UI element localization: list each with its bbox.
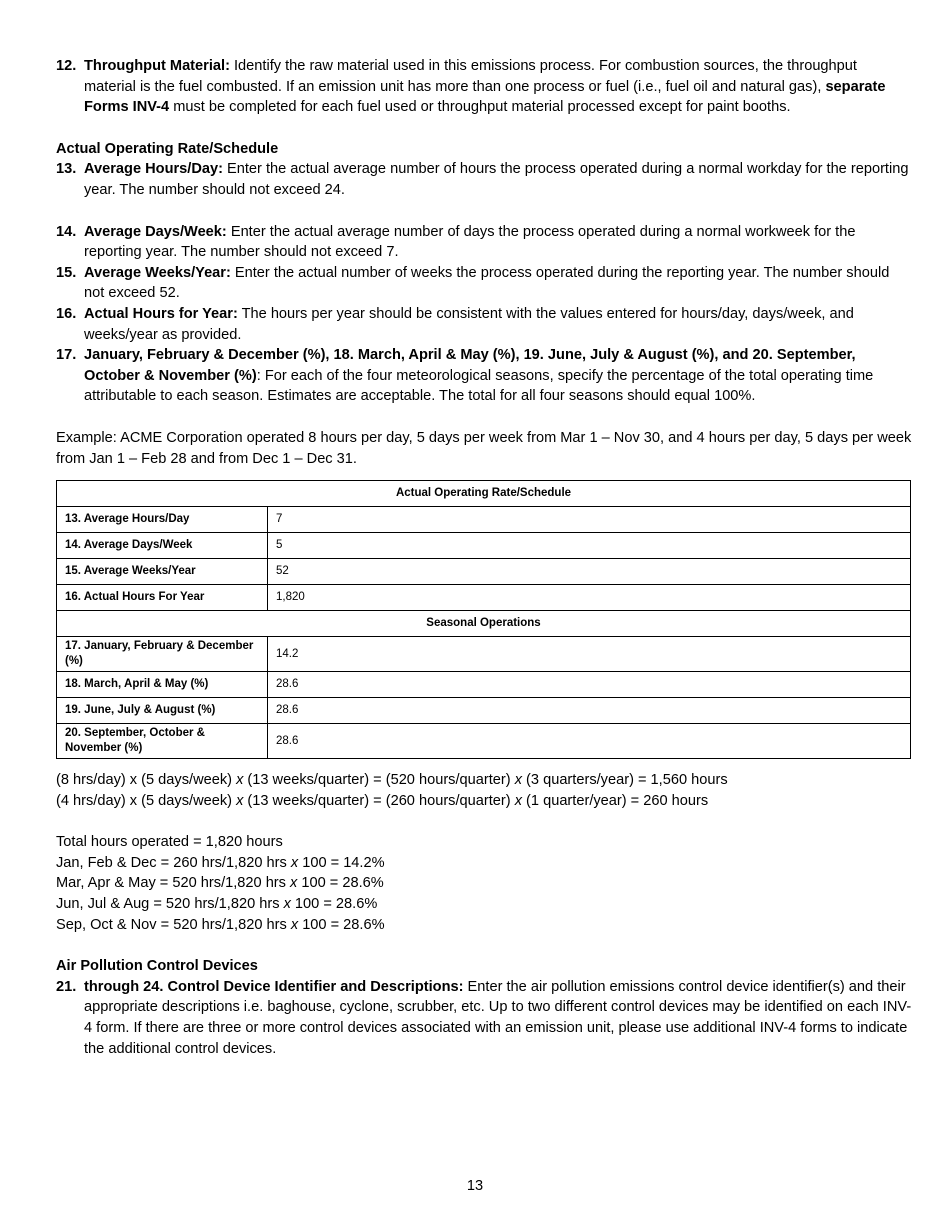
item-title: Actual Hours for Year: xyxy=(84,305,238,322)
row-value: 28.6 xyxy=(268,672,911,698)
item-text: Enter the actual average number of days the process operated during a normal workweek for the reporting year. The number should not exceed 7. xyxy=(84,223,856,261)
table-row xyxy=(57,507,911,533)
document-page xyxy=(56,56,912,1059)
total-hours: Total hours operated = 1,820 hours xyxy=(56,834,283,851)
item-number: 15. xyxy=(56,264,77,281)
table-section-header: Seasonal Operations xyxy=(57,611,911,637)
item-number: 14. xyxy=(56,223,77,240)
item-14 xyxy=(56,222,912,263)
calc-line-2: (4 hrs/day) x (5 days/week) x (13 weeks/quarter) = (260 hours/quarter) x (1 quarter/year) = 260 hours xyxy=(56,792,709,809)
table-section-header: Actual Operating Rate/Schedule xyxy=(57,481,911,507)
row-value: 28.6 xyxy=(268,698,911,724)
row-label: 15. Average Weeks/Year xyxy=(57,559,268,585)
item-title: Average Weeks/Year: xyxy=(84,264,231,281)
item-number: 12. xyxy=(56,58,77,74)
row-value: 7 xyxy=(268,507,911,533)
table-row xyxy=(57,559,911,585)
item-text: Enter the actual number of weeks the process operated during the reporting year. The number should not exceed 52. xyxy=(84,264,890,302)
item-title: through 24. Control Device Identifier and Descriptions: xyxy=(84,978,464,995)
row-label: 20. September, October & November (%) xyxy=(57,724,268,759)
row-label: 16. Actual Hours For Year xyxy=(57,585,268,611)
item-16 xyxy=(56,304,912,345)
table-row xyxy=(57,585,911,611)
season-calc-jan: Jan, Feb & Dec = 260 hrs/1,820 hrs x 100 = 14.2% xyxy=(56,854,385,871)
item-title: Throughput Material: xyxy=(84,58,230,74)
row-value: 52 xyxy=(268,559,911,585)
season-calc-mar: Mar, Apr & May = 520 hrs/1,820 hrs x 100 = 28.6% xyxy=(56,875,384,892)
item-title: Average Days/Week: xyxy=(84,223,227,240)
table-row xyxy=(57,698,911,724)
item-title: Average Hours/Day: xyxy=(84,161,223,178)
row-value: 14.2 xyxy=(268,637,911,672)
item-number: 13. xyxy=(56,161,77,178)
item-text: Identify the raw material used in this emissions process. For combustion sources, the throughput material is the fuel combusted. If an emission unit has more than one process or fuel (i.e., fuel oil and natural gas), xyxy=(84,58,857,95)
item-number: 21. xyxy=(56,978,77,995)
table-header-row xyxy=(57,481,911,507)
calc-line-1: (8 hrs/day) x (5 days/week) x (13 weeks/quarter) = (520 hours/quarter) x (3 quarters/year) = 1,560 hours xyxy=(56,772,728,789)
item-17 xyxy=(56,345,912,407)
season-calc-jun: Jun, Jul & Aug = 520 hrs/1,820 hrs x 100 = 28.6% xyxy=(56,896,378,913)
table-row xyxy=(57,724,911,759)
item-number: 17. xyxy=(56,347,77,364)
item-number: 16. xyxy=(56,305,77,322)
item-text: Enter the actual average number of hours the process operated during a normal workday for the reporting year. The number should not exceed 24. xyxy=(84,161,909,198)
row-label: 17. January, February & December (%) xyxy=(57,637,268,672)
season-calc-sep: Sep, Oct & Nov = 520 hrs/1,820 hrs x 100 = 28.6% xyxy=(56,916,385,933)
row-value: 1,820 xyxy=(268,585,911,611)
page-number: 13 xyxy=(466,1178,484,1194)
row-label: 14. Average Days/Week xyxy=(57,533,268,559)
item-title: January, February & December (%), 18. March, April & May (%), 19. June, July & August (%), and 20. September, October & November (%) xyxy=(84,347,856,384)
item-15 xyxy=(56,263,912,304)
section-heading-apcd: Air Pollution Control Devices xyxy=(56,958,258,975)
row-value: 5 xyxy=(268,533,911,559)
item-bold-text: separate Forms INV-4 xyxy=(84,78,886,116)
item-21 xyxy=(56,977,912,1059)
table-row xyxy=(57,672,911,698)
item-text: Enter the air pollution emissions control device identifier(s) and their appropriate descriptions i.e. baghouse, cyclone, scrubber, etc. Up to two different control devices may be identified on each INV-4 form. If there are three or more control devices associated with an emission unit, please use additional INV-4 forms to indicate the additional control devices. xyxy=(84,978,912,1057)
row-label: 13. Average Hours/Day xyxy=(57,507,268,533)
example-paragraph: Example: ACME Corporation operated 8 hours per day, 5 days per week from Mar 1 – Nov 30, and 4 hours per day, 5 days per week from Jan 1 – Feb 28 and from Dec 1 – Dec 31. xyxy=(56,429,912,467)
section-heading-operating: Actual Operating Rate/Schedule xyxy=(56,140,279,157)
table-header-row xyxy=(57,611,911,637)
row-label: 19. June, July & August (%) xyxy=(57,698,268,724)
table-row xyxy=(57,533,911,559)
row-label: 18. March, April & May (%) xyxy=(57,672,268,698)
item-text: must be completed for each fuel used or throughput material processed except for paint booths. xyxy=(169,99,791,116)
item-text: : For each of the four meteorological seasons, specify the percentage of the total operating time attributable to each season. Estimates are acceptable. The total for all four seasons should equal 100%. xyxy=(84,367,874,405)
item-13 xyxy=(56,159,912,200)
item-text: The hours per year should be consistent with the values entered for hours/day, days/week, and weeks/year as provided. xyxy=(84,305,854,343)
item-12 xyxy=(56,56,912,118)
row-value: 28.6 xyxy=(268,724,911,759)
operating-schedule-table xyxy=(56,480,911,759)
table-row xyxy=(57,637,911,672)
